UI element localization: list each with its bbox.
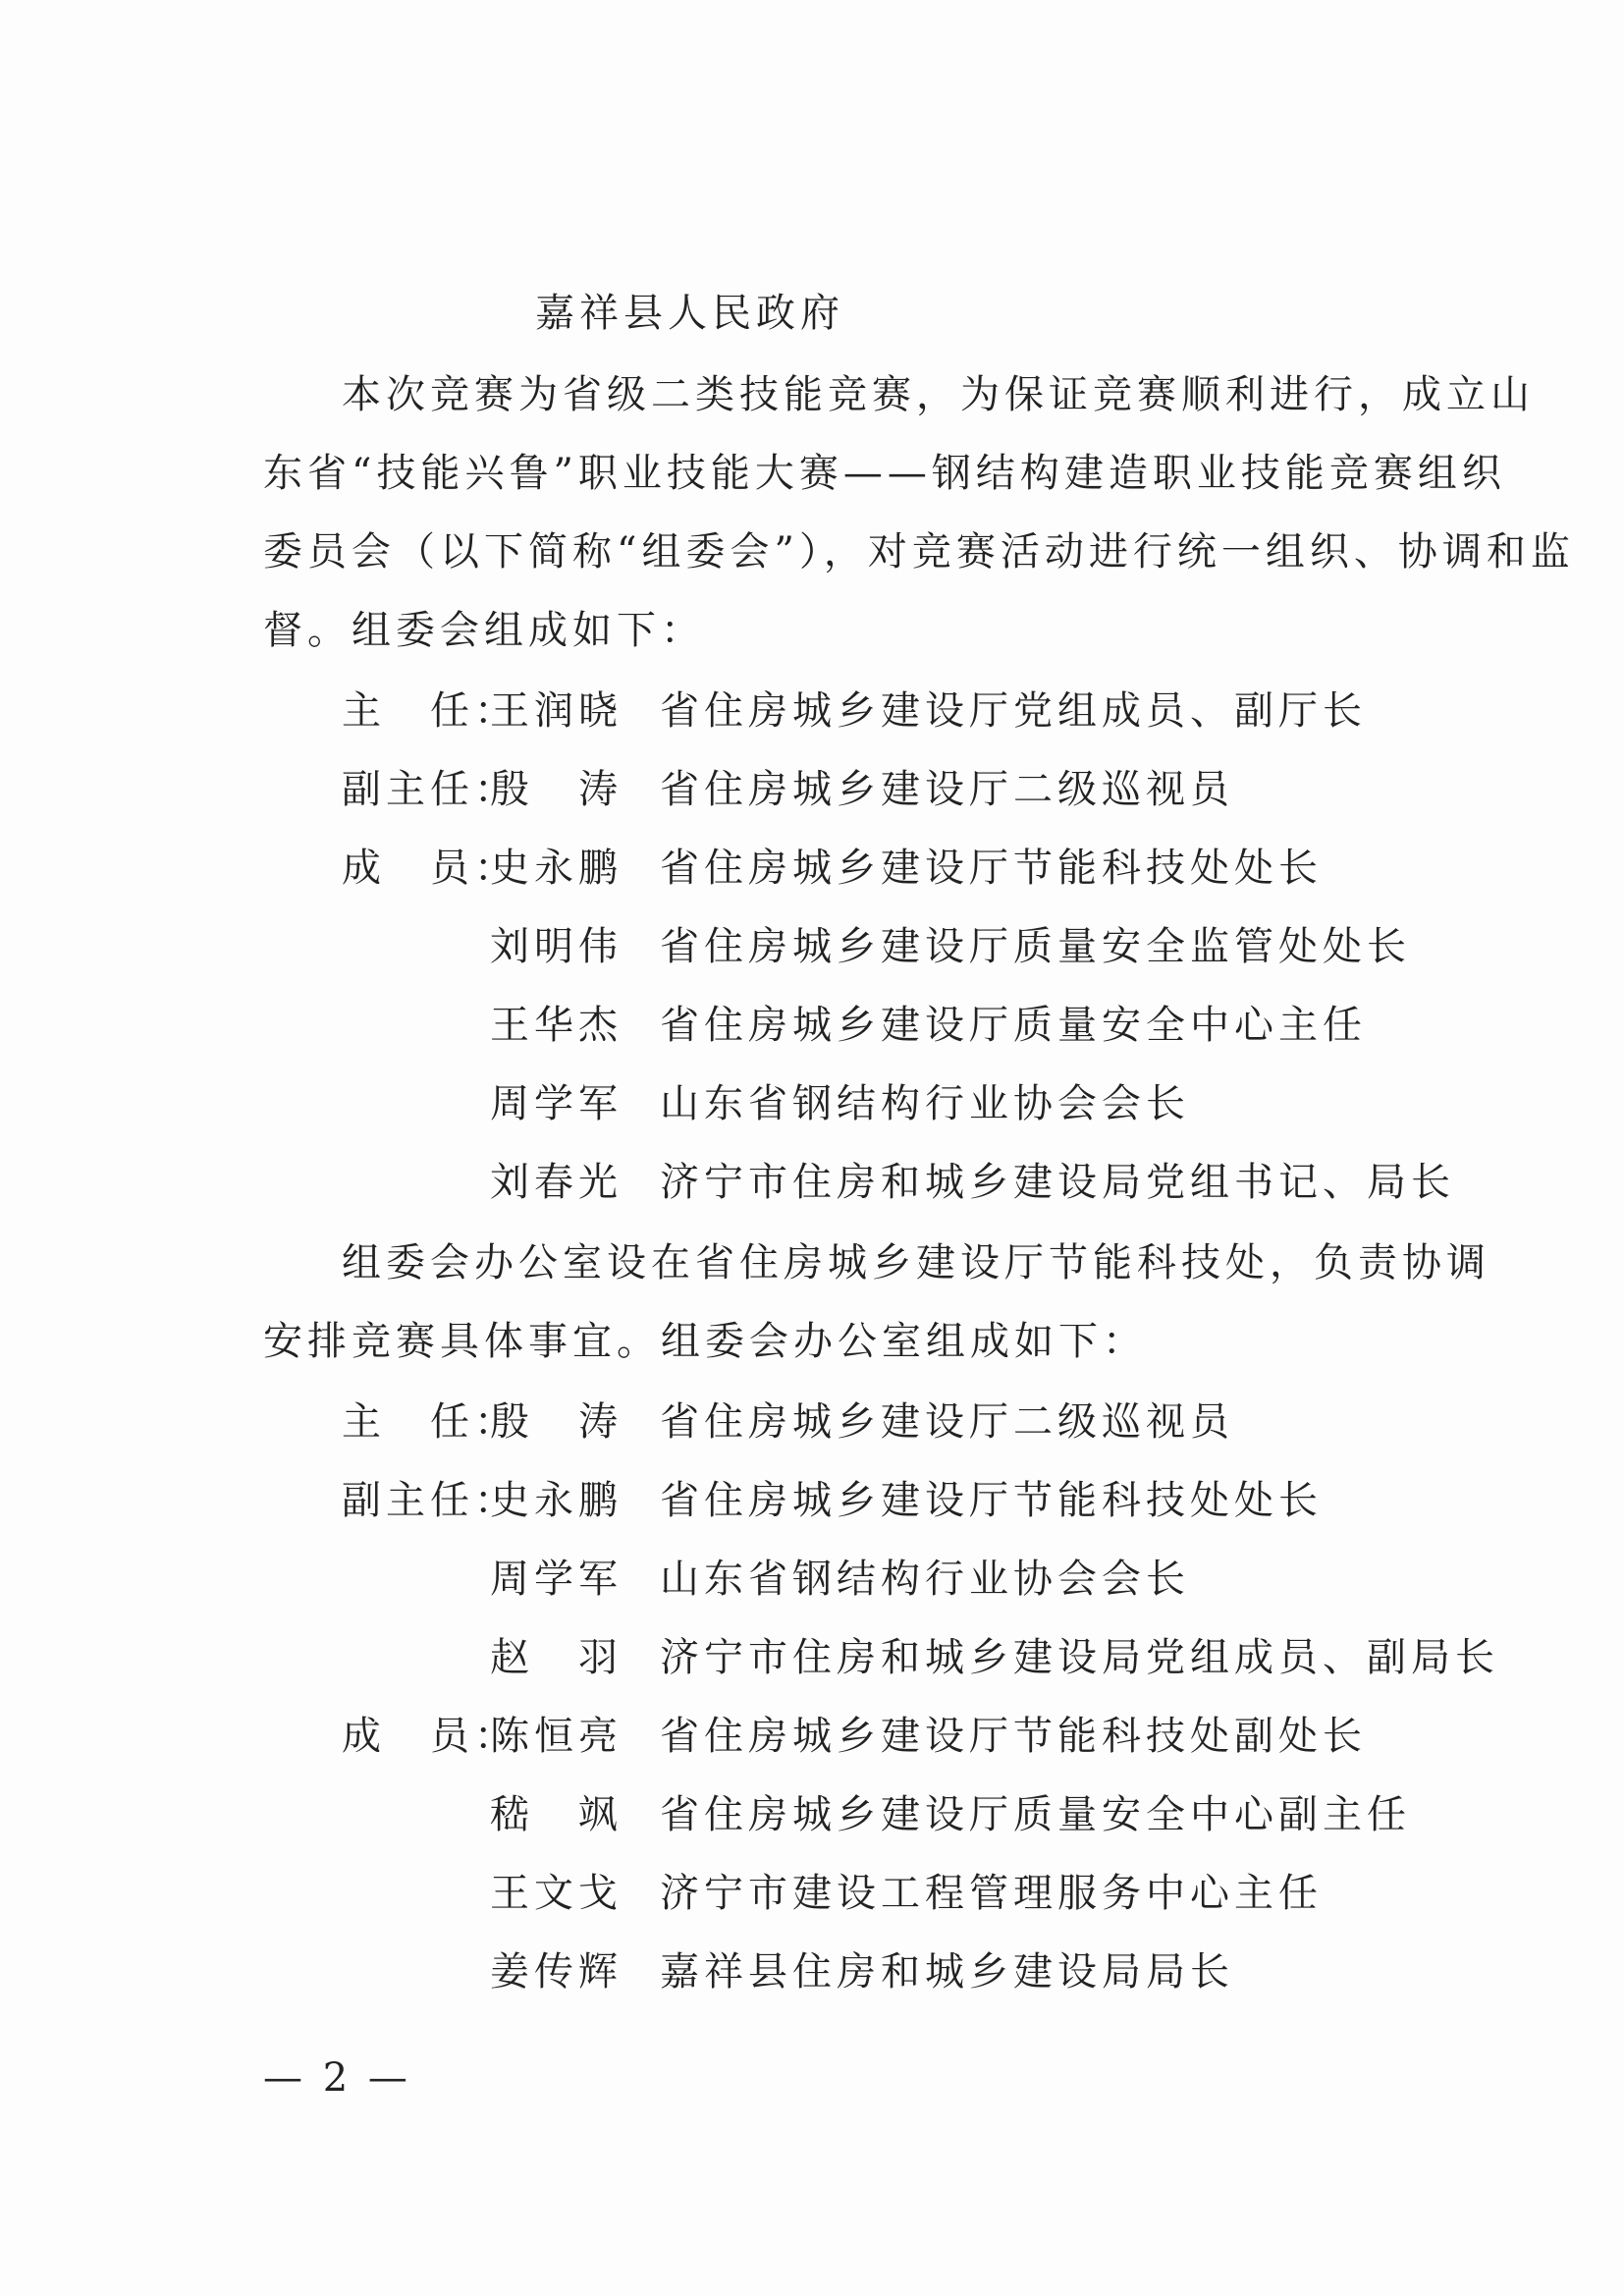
entry-title: 省住房城乡建设厅党组成员、副厅长 [660, 688, 1367, 734]
entry-role: 副主任： [342, 1478, 518, 1523]
entry-title: 济宁市住房和城乡建设局党组书记、局长 [660, 1160, 1455, 1205]
entry-name: 王文戈 [490, 1871, 623, 1916]
entry-title: 省住房城乡建设厅节能科技处处长 [660, 846, 1323, 891]
office-line-1: 组委会办公室设在省住房城乡建设厅节能科技处，负责协调 [342, 1240, 1490, 1285]
entry-role: 主 任： [342, 688, 518, 734]
entry-name: 周学军 [490, 1081, 623, 1126]
intro-line-4: 督。组委会组成如下： [263, 608, 705, 653]
entry-title: 省住房城乡建设厅质量安全中心副主任 [660, 1792, 1411, 1837]
entry-title: 省住房城乡建设厅节能科技处处长 [660, 1478, 1323, 1523]
entry-name: 赵 羽 [490, 1635, 623, 1680]
entry-title: 山东省钢结构行业协会会长 [660, 1081, 1190, 1126]
office-line-2: 安排竞赛具体事宜。组委会办公室组成如下： [263, 1319, 1147, 1364]
entry-role: 成 员： [342, 1714, 518, 1759]
entry-role: 主 任： [342, 1399, 518, 1445]
entry-title: 省住房城乡建设厅质量安全监管处处长 [660, 924, 1411, 969]
entry-title: 山东省钢结构行业协会会长 [660, 1557, 1190, 1602]
entry-title: 省住房城乡建设厅质量安全中心主任 [660, 1003, 1367, 1048]
entry-name: 史永鹏 [490, 1478, 623, 1523]
entry-name: 王润晓 [490, 688, 623, 734]
entry-title: 省住房城乡建设厅二级巡视员 [660, 1399, 1234, 1445]
entry-title: 济宁市住房和城乡建设局党组成员、副局长 [660, 1635, 1499, 1680]
entry-title: 省住房城乡建设厅二级巡视员 [660, 767, 1234, 812]
intro-line-2: 东省“技能兴鲁”职业技能大赛——钢结构建造职业技能竞赛组织 [263, 451, 1506, 496]
entry-name: 姜传辉 [490, 1949, 623, 1995]
entry-title: 嘉祥县住房和城乡建设局局长 [660, 1949, 1234, 1995]
addressee: 嘉祥县人民政府 [535, 291, 844, 336]
entry-name: 刘春光 [490, 1160, 623, 1205]
entry-title: 济宁市建设工程管理服务中心主任 [660, 1871, 1323, 1916]
entry-name: 陈恒亮 [490, 1714, 623, 1759]
entry-name: 殷 涛 [490, 767, 623, 812]
entry-name: 刘明伟 [490, 924, 623, 969]
page-number: — 2 — [263, 2055, 411, 2101]
entry-name: 王华杰 [490, 1003, 623, 1048]
entry-name: 嵇 飒 [490, 1792, 623, 1837]
intro-line-1: 本次竞赛为省级二类技能竞赛，为保证竞赛顺利进行，成立山 [342, 372, 1535, 417]
intro-line-3: 委员会（以下简称“组委会”），对竞赛活动进行统一组织、协调和监 [263, 529, 1575, 574]
entry-role: 成 员： [342, 846, 518, 891]
entry-title: 省住房城乡建设厅节能科技处副处长 [660, 1714, 1367, 1759]
entry-name: 周学军 [490, 1557, 623, 1602]
entry-name: 史永鹏 [490, 846, 623, 891]
entry-name: 殷 涛 [490, 1399, 623, 1445]
entry-role: 副主任： [342, 767, 518, 812]
